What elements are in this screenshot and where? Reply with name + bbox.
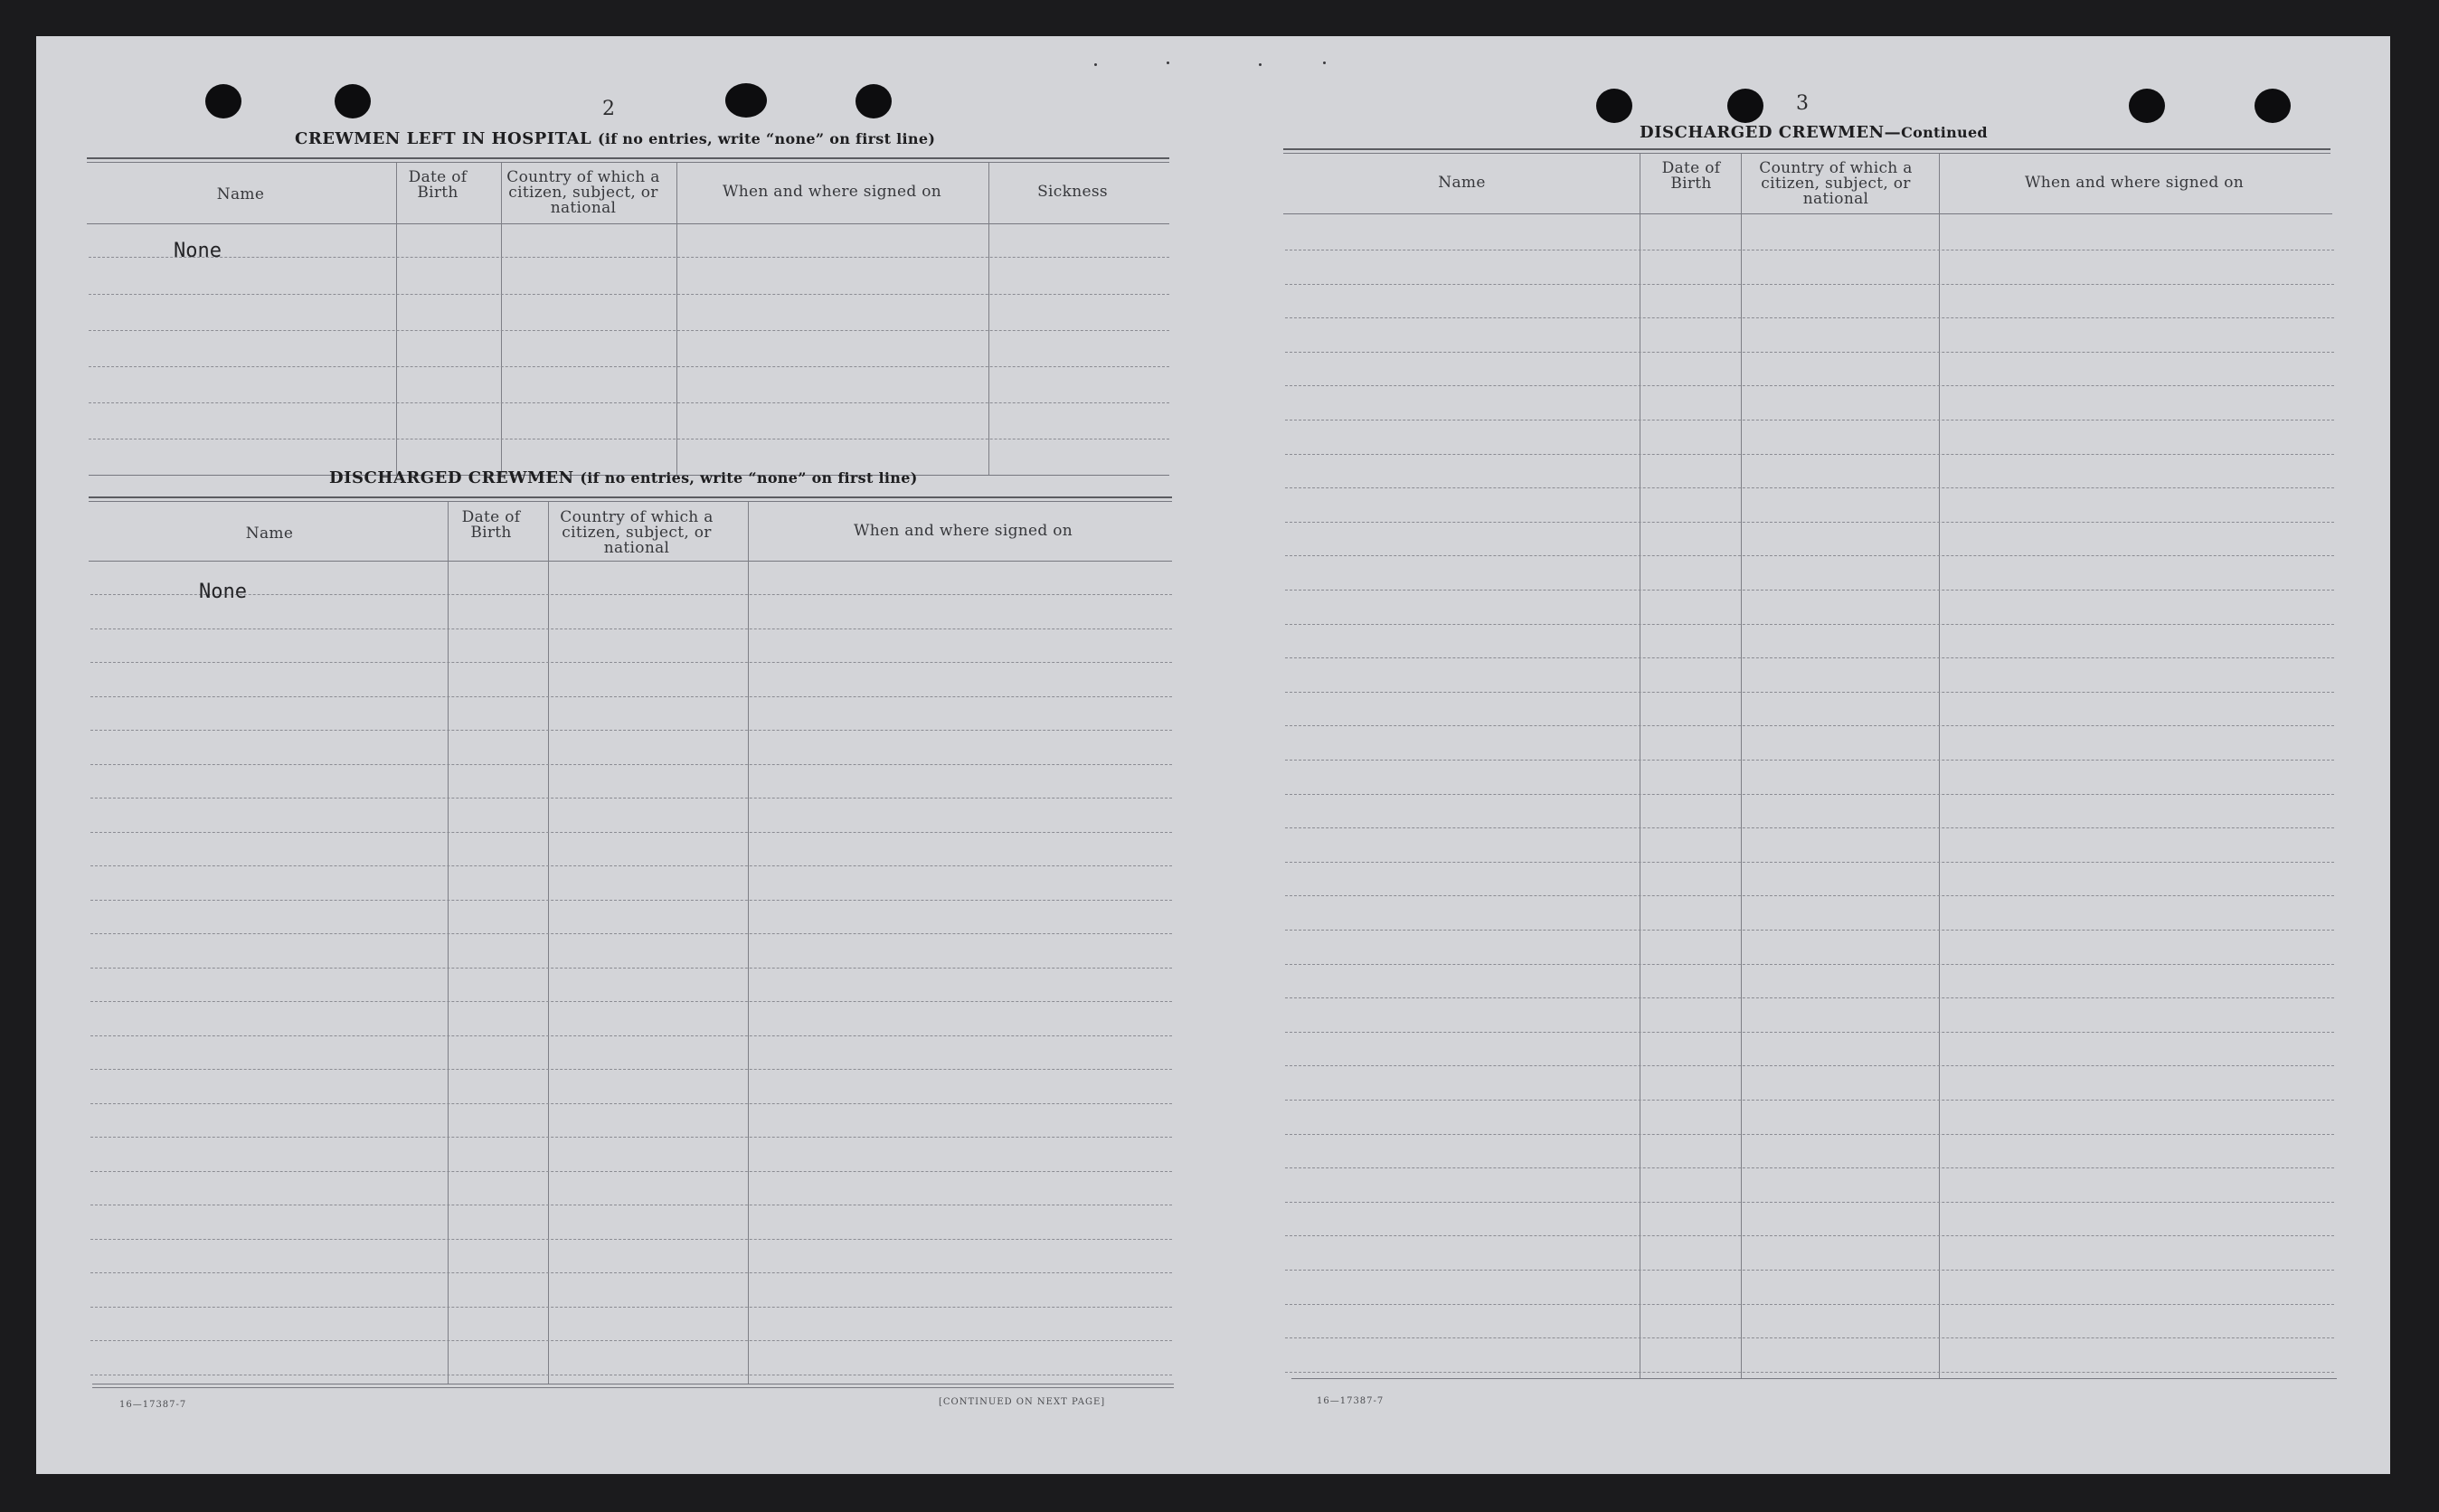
discharged-col-divider bbox=[748, 502, 749, 1384]
table-row-line bbox=[1285, 284, 2334, 285]
discharged-table-top-rule bbox=[89, 496, 1172, 498]
table-row-line bbox=[90, 662, 1172, 663]
table-row-line bbox=[90, 900, 1172, 901]
discharged-header-rule bbox=[89, 561, 1172, 562]
table-row-line bbox=[1285, 1337, 2334, 1338]
hospital-title-text: CREWMEN LEFT IN HOSPITAL bbox=[295, 129, 592, 148]
table-row-line bbox=[90, 865, 1172, 866]
hospital-table-top-rule bbox=[87, 157, 1169, 159]
table-row-line bbox=[90, 1307, 1172, 1308]
punch-hole bbox=[205, 84, 241, 118]
discharged-title-note: (if no entries, write “none” on first line) bbox=[580, 469, 918, 487]
table-row-line bbox=[90, 1137, 1172, 1138]
table-row-line bbox=[90, 1272, 1172, 1273]
table-row-line bbox=[90, 1001, 1172, 1002]
table-row-line bbox=[90, 764, 1172, 765]
hospital-header-rule bbox=[87, 223, 1169, 224]
table-row-line bbox=[1285, 555, 2334, 556]
table-row-line bbox=[90, 730, 1172, 731]
table-row-line bbox=[1285, 454, 2334, 455]
hospital-row-line bbox=[89, 257, 1169, 258]
hospital-header-country: Country of which a citizen, subject, or national bbox=[506, 168, 660, 217]
table-row-line bbox=[1285, 522, 2334, 523]
table-row-line bbox=[1285, 1372, 2334, 1373]
right-col-divider bbox=[1939, 154, 1940, 1379]
table-row-line bbox=[1285, 1100, 2334, 1101]
punch-hole bbox=[725, 83, 767, 118]
discharged-col-divider bbox=[448, 502, 449, 1384]
hospital-header-name: Name bbox=[216, 185, 265, 203]
right-header-country: Country of which a citizen, subject, or national bbox=[1759, 159, 1913, 208]
table-row-line bbox=[90, 594, 1172, 595]
hospital-row-line bbox=[89, 366, 1169, 367]
table-row-line bbox=[1285, 1032, 2334, 1033]
right-header-rule bbox=[1283, 213, 2332, 214]
hospital-title-note: (if no entries, write “none” on first line) bbox=[598, 130, 936, 147]
table-row-line bbox=[90, 696, 1172, 697]
table-row-line bbox=[1285, 487, 2334, 488]
table-row-line bbox=[1285, 760, 2334, 761]
table-row-line bbox=[1285, 1202, 2334, 1203]
punch-hole bbox=[1727, 89, 1763, 123]
table-row-line bbox=[1285, 964, 2334, 965]
table-row-line bbox=[1285, 317, 2334, 318]
table-row-line bbox=[90, 1103, 1172, 1104]
table-row-line bbox=[90, 1069, 1172, 1070]
table-row-line bbox=[90, 968, 1172, 969]
table-row-line bbox=[1285, 420, 2334, 421]
table-row-line bbox=[90, 628, 1172, 629]
punch-hole bbox=[1596, 89, 1632, 123]
right-header-name: Name bbox=[1438, 174, 1486, 192]
discharged-table-bottom-rule-2 bbox=[92, 1387, 1174, 1388]
table-row-line bbox=[1285, 1270, 2334, 1271]
discharged-header-country: Country of which a citizen, subject, or national bbox=[560, 508, 714, 557]
table-row-line bbox=[1285, 794, 2334, 795]
table-row-line bbox=[1285, 352, 2334, 353]
table-row-line bbox=[90, 1035, 1172, 1036]
form-number-right: 16—17387-7 bbox=[1317, 1396, 1385, 1406]
discharged-header-name: Name bbox=[245, 524, 294, 543]
form-number-left: 16—17387-7 bbox=[119, 1400, 187, 1410]
punch-hole bbox=[335, 84, 371, 118]
table-row-line bbox=[1285, 827, 2334, 828]
table-row-line bbox=[1285, 1304, 2334, 1305]
table-row-line bbox=[1285, 657, 2334, 658]
discharged-continued-suffix: Continued bbox=[1901, 124, 1988, 141]
punch-hole bbox=[2129, 89, 2165, 123]
hospital-row-line bbox=[89, 402, 1169, 403]
right-header-dob: Date of Birth bbox=[1661, 159, 1721, 193]
right-table-top-rule bbox=[1283, 148, 2330, 150]
discharged-table-top-rule-2 bbox=[89, 501, 1172, 502]
discharged-continued-title-text: DISCHARGED CREWMEN— bbox=[1640, 123, 1902, 142]
table-row-line bbox=[1285, 1065, 2334, 1066]
table-row-line bbox=[1285, 590, 2334, 591]
ink-speck bbox=[1259, 63, 1262, 66]
hospital-row-line bbox=[89, 330, 1169, 331]
discharged-title-text: DISCHARGED CREWMEN bbox=[329, 468, 574, 487]
hospital-entry-none: None bbox=[174, 240, 222, 262]
discharged-header-dob: Date of Birth bbox=[461, 508, 521, 542]
document-sheet bbox=[36, 36, 2390, 1474]
discharged-section-title bbox=[329, 468, 918, 487]
right-table-bottom-rule bbox=[1291, 1378, 2337, 1379]
table-row-line bbox=[1285, 1134, 2334, 1135]
hospital-header-dob: Date of Birth bbox=[408, 168, 468, 202]
table-row-line bbox=[1285, 692, 2334, 693]
table-row-line bbox=[1285, 930, 2334, 931]
hospital-col-divider bbox=[396, 163, 397, 476]
hospital-col-divider bbox=[676, 163, 677, 476]
table-row-line bbox=[1285, 385, 2334, 386]
discharged-col-divider bbox=[548, 502, 549, 1384]
ink-speck bbox=[1167, 61, 1169, 64]
punch-hole bbox=[856, 84, 892, 118]
page-number-left: 2 bbox=[602, 98, 615, 120]
table-row-line bbox=[90, 798, 1172, 799]
table-row-line bbox=[1285, 895, 2334, 896]
table-row-line bbox=[90, 1171, 1172, 1172]
ink-speck bbox=[1094, 63, 1097, 66]
continued-note: [CONTINUED ON NEXT PAGE] bbox=[939, 1397, 1106, 1407]
hospital-row-line bbox=[89, 294, 1169, 295]
hospital-col-divider bbox=[501, 163, 502, 476]
right-header-signed-on: When and where signed on bbox=[2024, 174, 2245, 192]
right-col-divider bbox=[1741, 154, 1742, 1379]
hospital-section-title bbox=[295, 129, 935, 148]
table-row-line bbox=[1285, 997, 2334, 998]
ink-speck bbox=[1323, 61, 1326, 64]
discharged-header-signed-on: When and where signed on bbox=[853, 522, 1073, 540]
table-row-line bbox=[90, 832, 1172, 833]
table-row-line bbox=[90, 1239, 1172, 1240]
discharged-continued-title bbox=[1640, 123, 1988, 142]
table-row-line bbox=[1285, 1167, 2334, 1168]
table-row-line bbox=[90, 933, 1172, 934]
table-row-line bbox=[1285, 1235, 2334, 1236]
hospital-col-divider bbox=[988, 163, 989, 476]
table-row-line bbox=[1285, 862, 2334, 863]
right-table-top-rule-2 bbox=[1283, 153, 2330, 154]
page-number-right: 3 bbox=[1796, 92, 1809, 115]
punch-hole bbox=[2255, 89, 2291, 123]
hospital-header-signed-on: When and where signed on bbox=[722, 183, 942, 201]
hospital-table-top-rule-2 bbox=[87, 162, 1169, 163]
table-row-line bbox=[90, 1340, 1172, 1341]
hospital-header-sickness: Sickness bbox=[1037, 183, 1108, 201]
table-row-line bbox=[1285, 624, 2334, 625]
table-row-line bbox=[1285, 725, 2334, 726]
discharged-entry-none: None bbox=[199, 581, 247, 603]
